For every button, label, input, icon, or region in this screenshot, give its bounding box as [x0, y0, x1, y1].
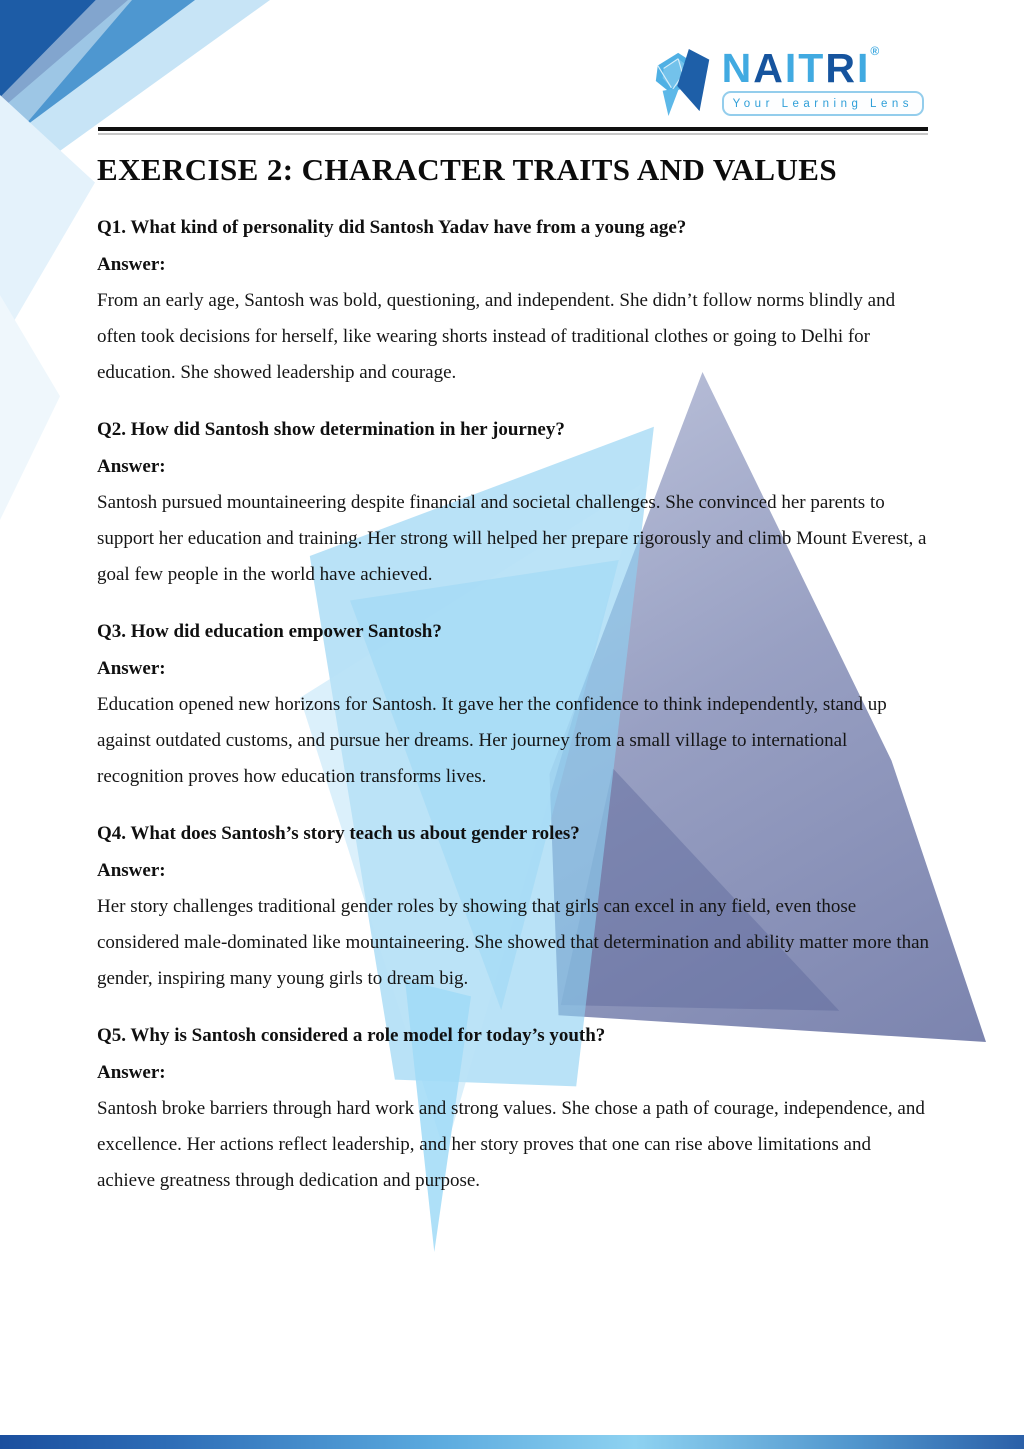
question-heading: Q3. How did education empower Santosh?: [97, 621, 442, 642]
document-content: [97, 0, 933, 1199]
naitri-logo-mark-icon: [650, 46, 718, 120]
qa-section-1: [97, 213, 933, 391]
logo-text-column: [722, 46, 924, 116]
corner-triangle-fainter: [0, 295, 60, 520]
qa-section-5: [97, 1021, 933, 1199]
answer-label: Answer:: [97, 658, 166, 679]
registered-trademark-icon: ®: [870, 44, 880, 58]
answer-text: Santosh pursued mountaineering despite financial and societal challenges. She convinced her parents to support her education and training. Her strong will helped her prepare rigorously and climb Mount Everest, a goal few people in the world have achieved.: [97, 492, 927, 585]
page-title: EXERCISE 2: CHARACTER TRAITS AND VALUES: [97, 152, 837, 187]
answer-label: Answer:: [97, 1062, 166, 1083]
logo-tagline: [722, 91, 924, 116]
brand-letter: A: [753, 45, 785, 91]
question-heading: Q1. What kind of personality did Santosh Yadav have from a young age?: [97, 217, 687, 238]
answer-label: Answer:: [97, 456, 166, 477]
brand-name: [722, 46, 880, 90]
brand-letter: I: [784, 45, 799, 91]
answer-text: Her story challenges traditional gender roles by showing that girls can excel in any field, even those considered male-dominated like mountaineering. She showed that determination and ability matter more than gender, inspiring many young girls to dream big.: [97, 896, 930, 989]
answer-label: Answer:: [97, 860, 166, 881]
qa-section-4: [97, 819, 933, 997]
naitri-logo: [650, 46, 924, 120]
footer-gradient-bar: [0, 1435, 1024, 1449]
brand-letter: T: [798, 45, 826, 91]
answer-text: From an early age, Santosh was bold, questioning, and independent. She didn’t follow norms blindly and often took decisions for herself, like wearing shorts instead of traditional clothes or going to Delhi for education. She showed leadership and courage.: [97, 290, 896, 383]
question-heading: Q2. How did Santosh show determination in her journey?: [97, 419, 565, 440]
question-heading: Q5. Why is Santosh considered a role model for today’s youth?: [97, 1025, 606, 1046]
brand-letter: R: [825, 45, 857, 91]
answer-text: Education opened new horizons for Santosh. It gave her the confidence to think independently, stand up against outdated customs, and pursue her dreams. Her journey from a small village to international recognition proves how education transforms lives.: [97, 694, 887, 787]
brand-letter: N: [721, 45, 754, 91]
answer-label: Answer:: [97, 254, 166, 275]
logo-tagline-text: Your Learning Lens: [732, 98, 913, 110]
qa-section-2: [97, 415, 933, 593]
brand-letter: I: [856, 45, 871, 91]
question-heading: Q4. What does Santosh’s story teach us about gender roles?: [97, 823, 580, 844]
answer-text: Santosh broke barriers through hard work and strong values. She chose a path of courage, independence, and excellence. Her actions reflect leadership, and her story proves that one can rise above limitations and achieve greatness through dedication and purpose.: [97, 1098, 925, 1191]
qa-section-3: [97, 617, 933, 795]
